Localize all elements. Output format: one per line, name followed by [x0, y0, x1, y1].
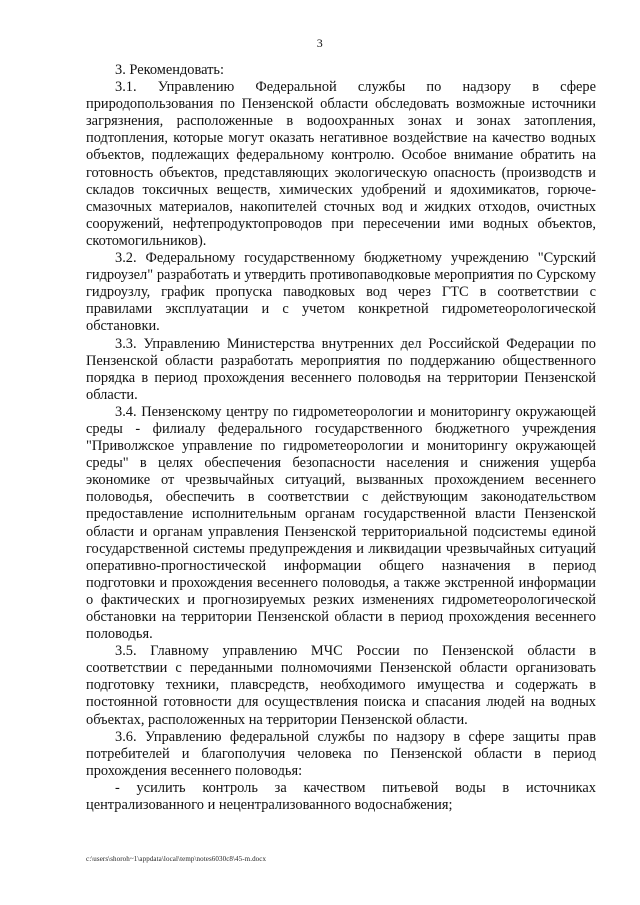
- paragraph-3-1: 3.1. Управлению Федеральной службы по надзору в сфере природопользования по Пензенской области обследовать возможные источники загрязнения, расположенные в водоохранных зонах и зонах затопления, подтопления, которые могут оказать негативное воздействие на качество водных объектов, подлежащих федеральному контролю. Особое внимание обратить на готовность объектов, представляющих экологическую опасность (производств и складов токсичных веществ, химических удобрений и ядохимикатов, горюче-смазочных материалов, накопителей сточных вод и жидких отходов, очистных сооружений, нефтепродуктопроводов при пересечении ими водных объектов, скотомогильников).: [86, 79, 596, 249]
- paragraph-3-5: 3.5. Главному управлению МЧС России по Пензенской области в соответствии с переданными полномочиями Пензенской области организовать подготовку техники, плавсредств, необходимого имущества и содержать в постоянной готовности для осуществления поиска и спасания людей на водных объектах, расположенных на территории Пензенской области.: [86, 643, 596, 728]
- paragraph-3-3: 3.3. Управлению Министерства внутренних дел Российской Федерации по Пензенской области разработать мероприятия по поддержанию общественного порядка в период прохождения весеннего половодья на территории Пензенской области.: [86, 335, 596, 403]
- footer-file-path: c:\users\shoroh~1\appdata\local\temp\notes6030c8\45-m.docx: [86, 855, 267, 863]
- paragraph-3-6-item-1: - усилить контроль за качеством питьевой воды в источниках централизованного и нецентрализованного водоснабжения;: [86, 779, 596, 814]
- paragraph-recommend-heading: 3. Рекомендовать:: [115, 62, 224, 78]
- paragraph-3-4: 3.4. Пензенскому центру по гидрометеорологии и мониторингу окружающей среды - филиалу федерального государственного бюджетного учреждения "Приволжское управление по гидрометеорологии и мониторингу окружающей среды" в целях обеспечения безопасности населения и снижения ущерба экономике от чрезвычайных ситуаций, вызванных прохождением весеннего половодья, обеспечить в соответствии с действующим законодательством предоставление исполнительным органам государственной власти Пензенской области и органам управления Пензенской территориальной подсистемы единой государственной системы предупреждения и ликвидации чрезвычайных ситуаций оперативно-прогностической информации общего назначения в период подготовки и прохождения весеннего половодья, а также экстренной информации о фактических и прогнозируемых резких изменениях гидрометеорологической обстановки на территории Пензенской области в период прохождения весеннего половодья.: [86, 403, 596, 643]
- paragraph-3-6: 3.6. Управлению федеральной службы по надзору в сфере защиты прав потребителей и благополучия человека по Пензенской области в период прохождения весеннего половодья:: [86, 728, 596, 779]
- document-body: [86, 62, 596, 814]
- paragraph-3-2: 3.2. Федеральному государственному бюджетному учреждению "Сурский гидроузел" разработать и утвердить противопаводковые мероприятия по Сурскому гидроузлу, график пропуска паводковых вод через ГТС в соответствии с правилами эксплуатации и с учетом конкретной гидрометеорологической обстановки.: [86, 250, 596, 335]
- page-number: 3: [316, 36, 324, 50]
